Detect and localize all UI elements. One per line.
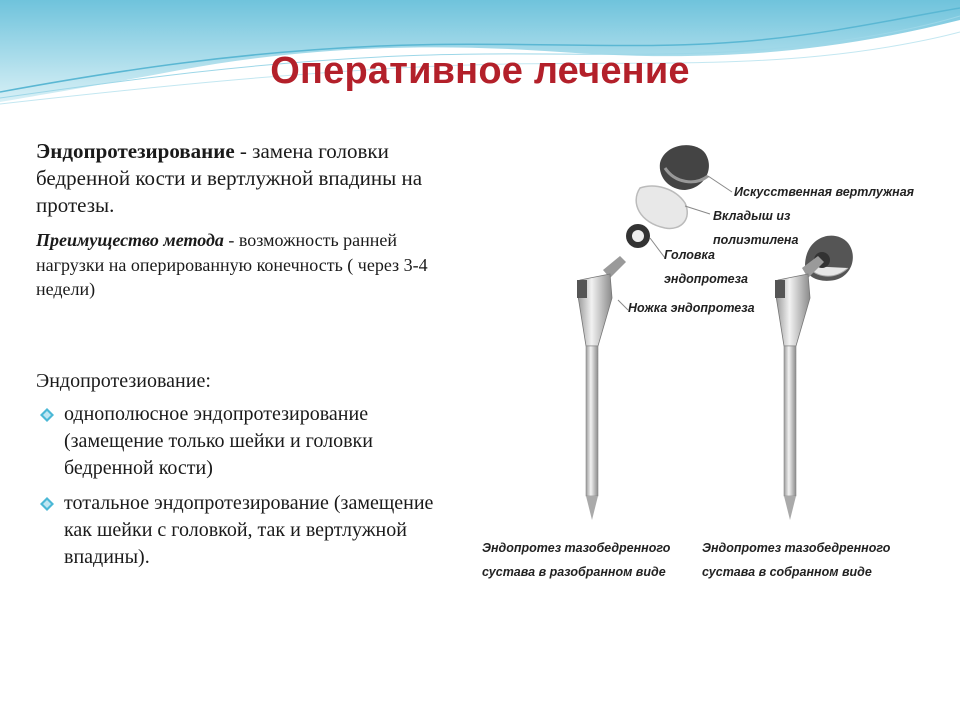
types-list bbox=[36, 401, 436, 571]
hip-prosthesis-figure bbox=[470, 128, 940, 598]
advantage-term: Преимущество метода bbox=[36, 230, 224, 250]
list-item bbox=[36, 401, 436, 482]
advantage-text: возможность ранней нагрузки на оперированную конечность ( через 3-4 недели) bbox=[36, 230, 428, 299]
list-item bbox=[36, 490, 436, 571]
list-item-text: однополюсное эндопротезирование (замещение только шейки и головки бедренной кости) bbox=[64, 403, 373, 479]
types-heading: Эндопротезиование: bbox=[36, 370, 211, 392]
caption-right-2: сустава в собранном виде bbox=[702, 565, 872, 579]
diamond-bullet-icon bbox=[40, 408, 54, 422]
label-liner-1: Вкладыш из bbox=[713, 209, 791, 223]
femoral-head-icon bbox=[626, 224, 650, 248]
label-cup: Искусственная вертлужная bbox=[734, 185, 915, 199]
intro-paragraph bbox=[36, 138, 456, 219]
diamond-bullet-icon bbox=[40, 497, 54, 511]
advantage-dash: - bbox=[223, 230, 239, 250]
label-liner-2: полиэтилена bbox=[713, 233, 799, 247]
advantage-paragraph bbox=[36, 228, 456, 302]
slide-title: Оперативное лечение bbox=[270, 50, 690, 92]
caption-left-2: сустава в разобранном виде bbox=[482, 565, 666, 579]
intro-dash: - bbox=[234, 139, 253, 163]
label-stem: Ножка эндопротеза bbox=[628, 301, 755, 315]
caption-left-1: Эндопротез тазобедренного bbox=[482, 541, 671, 555]
caption-right-1: Эндопротез тазобедренного bbox=[702, 541, 891, 555]
intro-term: Эндопротезирование bbox=[36, 139, 235, 163]
label-head-1: Головка bbox=[664, 248, 715, 262]
list-item-text: тотальное эндопротезирование (замещение как шейки с головкой, так и вертлужной впадины). bbox=[64, 492, 434, 568]
label-head-2: эндопротеза bbox=[664, 272, 748, 286]
intro-definition: замена головки бедренной кости и вертлужной впадины на протезы. bbox=[36, 139, 423, 217]
